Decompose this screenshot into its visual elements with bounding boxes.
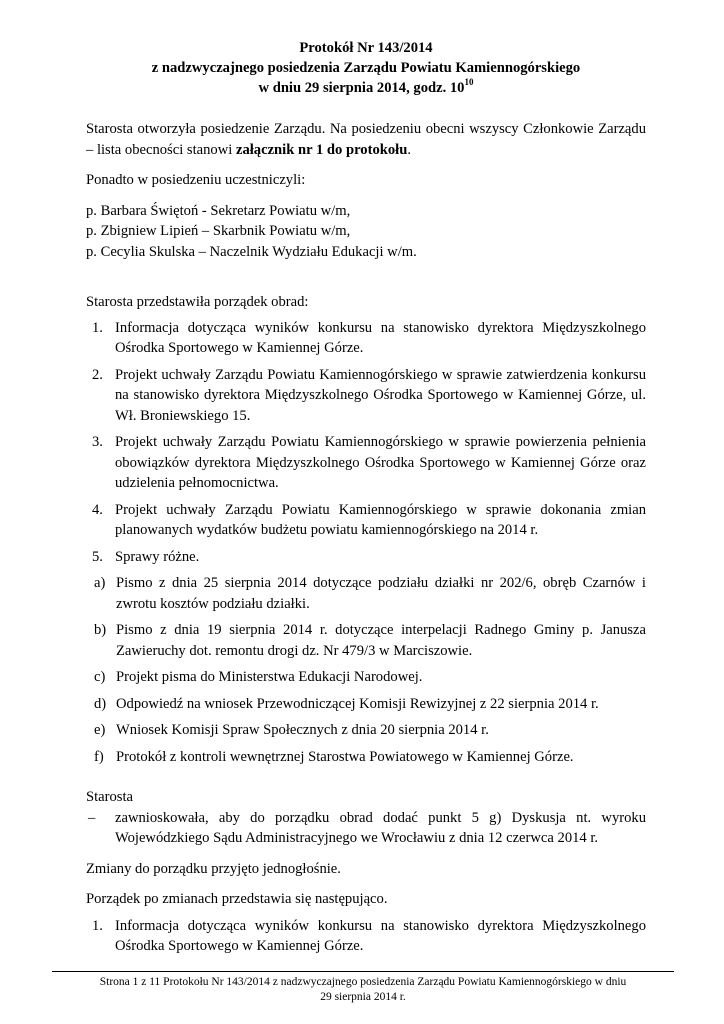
- title-line-1: Protokół Nr 143/2014: [299, 40, 433, 56]
- sub-agenda-item: f) Protokół z kontroli wewnętrznej Starostwa Powiatowego w Kamiennej Górze.: [94, 748, 574, 765]
- intro-paragraph: Starosta otworzyła posiedzenie Zarządu. Na posiedzeniu obecni wszyscy Członkowie Zarządu – lista obecności stanowi załącznik nr 1 do protokołu.: [86, 121, 646, 158]
- sub-agenda-item: e) Wniosek Komisji Spraw Społecznych z dnia 20 sierpnia 2014 r.: [94, 722, 489, 738]
- title-time-superscript: 10: [464, 77, 474, 87]
- participant: p. Barbara Świętoń - Sekretarz Powiatu w/m,: [86, 202, 351, 219]
- title-line-3: w dniu 29 sierpnia 2014, godz. $10^{10}$: [258, 77, 474, 96]
- motion-item: – zawnioskowała, aby do porządku obrad dodać punkt 5 g) Dyskusja nt. wyroku Wojewódzkiego Sądu Administracyjnego we Wrocławiu z dnia 12 czerwca 2014 r.: [88, 809, 646, 846]
- agenda-item: 1. Informacja dotycząca wyników konkursu na stanowisko dyrektora Międzyszkolnego Ośrodka Sportowego w Kamiennej Górze.: [92, 319, 646, 356]
- participant: p. Cecylia Skulska – Naczelnik Wydziału Edukacji w/m.: [86, 243, 417, 260]
- document-title: [86, 38, 646, 98]
- footer-divider: [52, 971, 674, 972]
- starosta-label: Starosta: [86, 789, 134, 805]
- sub-agenda-item: a) Pismo z dnia 25 sierpnia 2014 dotyczące podziału działki nr 202/6, obręb Czarnów i zwrotu kosztów podziału działki.: [94, 575, 646, 612]
- sub-agenda-item: d) Odpowiedź na wniosek Przewodniczącej Komisji Rewizyjnej z 22 sierpnia 2014 r.: [94, 695, 599, 712]
- agenda-item: 2. Projekt uchwały Zarządu Powiatu Kamiennogórskiego w sprawie zatwierdzenia konkursu na stanowisko dyrektora Międzyszkolnego Ośrodka Sportowego w Kamiennej Górze, ul. Wł. Broniewskiego 15.: [92, 366, 646, 424]
- title-line-2: z nadzwyczajnego posiedzenia Zarządu Powiatu Kamiennogórskiego: [151, 60, 581, 76]
- final-agenda-list: [86, 916, 646, 957]
- document-page: [86, 38, 646, 957]
- agenda-list: [86, 318, 646, 768]
- agenda-heading: Starosta przedstawiła porządek obrad:: [86, 294, 309, 310]
- participant: p. Zbigniew Lipień – Skarbnik Powiatu w/m,: [86, 223, 351, 239]
- agenda-item: 1. Informacja dotycząca wyników konkursu na stanowisko dyrektora Międzyszkolnego Ośrodka Sportowego w Kamiennej Górze.: [92, 917, 646, 954]
- participants-list: [86, 201, 646, 263]
- after-changes-heading: Porządek po zmianach przedstawia się następująco.: [86, 891, 388, 907]
- sub-agenda-item: b) Pismo z dnia 19 sierpnia 2014 r. dotyczące interpelacji Radnego Gminy p. Janusza Zawieruchy dot. remontu drogi dz. Nr 479/3 w Marciszowie.: [94, 622, 646, 659]
- sub-agenda-item: c) Projekt pisma do Ministerstwa Edukacji Narodowej.: [94, 669, 423, 685]
- attachment-reference: załącznik nr 1 do protokołu: [235, 141, 408, 158]
- agenda-item: 3. Projekt uchwały Zarządu Powiatu Kamiennogórskiego w sprawie powierzenia pełnienia obowiązków dyrektora Międzyszkolnego Ośrodka Sportowego w Kamiennej Górze oraz udzielenia pełnomocnictwa.: [92, 434, 646, 491]
- participants-heading: Ponadto w posiedzeniu uczestniczyli:: [86, 172, 306, 188]
- changes-accepted: Zmiany do porządku przyjęto jednogłośnie.: [86, 860, 341, 877]
- page-footer: Strona 1 z 11 Protokołu Nr 143/2014 z nadzwyczajnego posiedzenia Zarządu Powiatu Kamiennogórskiego w dniu 29 sierpnia 2014 r.: [99, 976, 627, 1003]
- sub-agenda-list: [86, 573, 646, 767]
- agenda-item: 4. Projekt uchwały Zarządu Powiatu Kamiennogórskiego w sprawie dokonania zmian planowanych wydatków budżetu powiatu kamiennogórskiego na 2014 r.: [92, 501, 646, 538]
- agenda-item: 5. Sprawy różne. a) Pismo z dnia 25 sierpnia 2014 dotyczące podziału działki nr 202/6, obręb Czarnów i zwrotu kosztów podziału działki. b) Pismo z dnia 19 sierpnia 2014 r. dotyczące interpelacji Radnego Gminy p. Janusza Zawieruchy dot. remontu drogi dz. Nr 479/3 w Marciszowie. c) Projekt pisma do Ministerstwa Edukacji Narodowej. d) Odpowiedź na wniosek Przewodniczącej Komisji Rewizyjnej z 22 sierpnia 2014 r. e) Wniosek Komisji Spraw Społecznych z dnia 20 sierpnia 2014 r. f) Protokół z kontroli wewnętrznej Starostwa Powiatowego w Kamiennej Górze.: [86, 547, 646, 768]
